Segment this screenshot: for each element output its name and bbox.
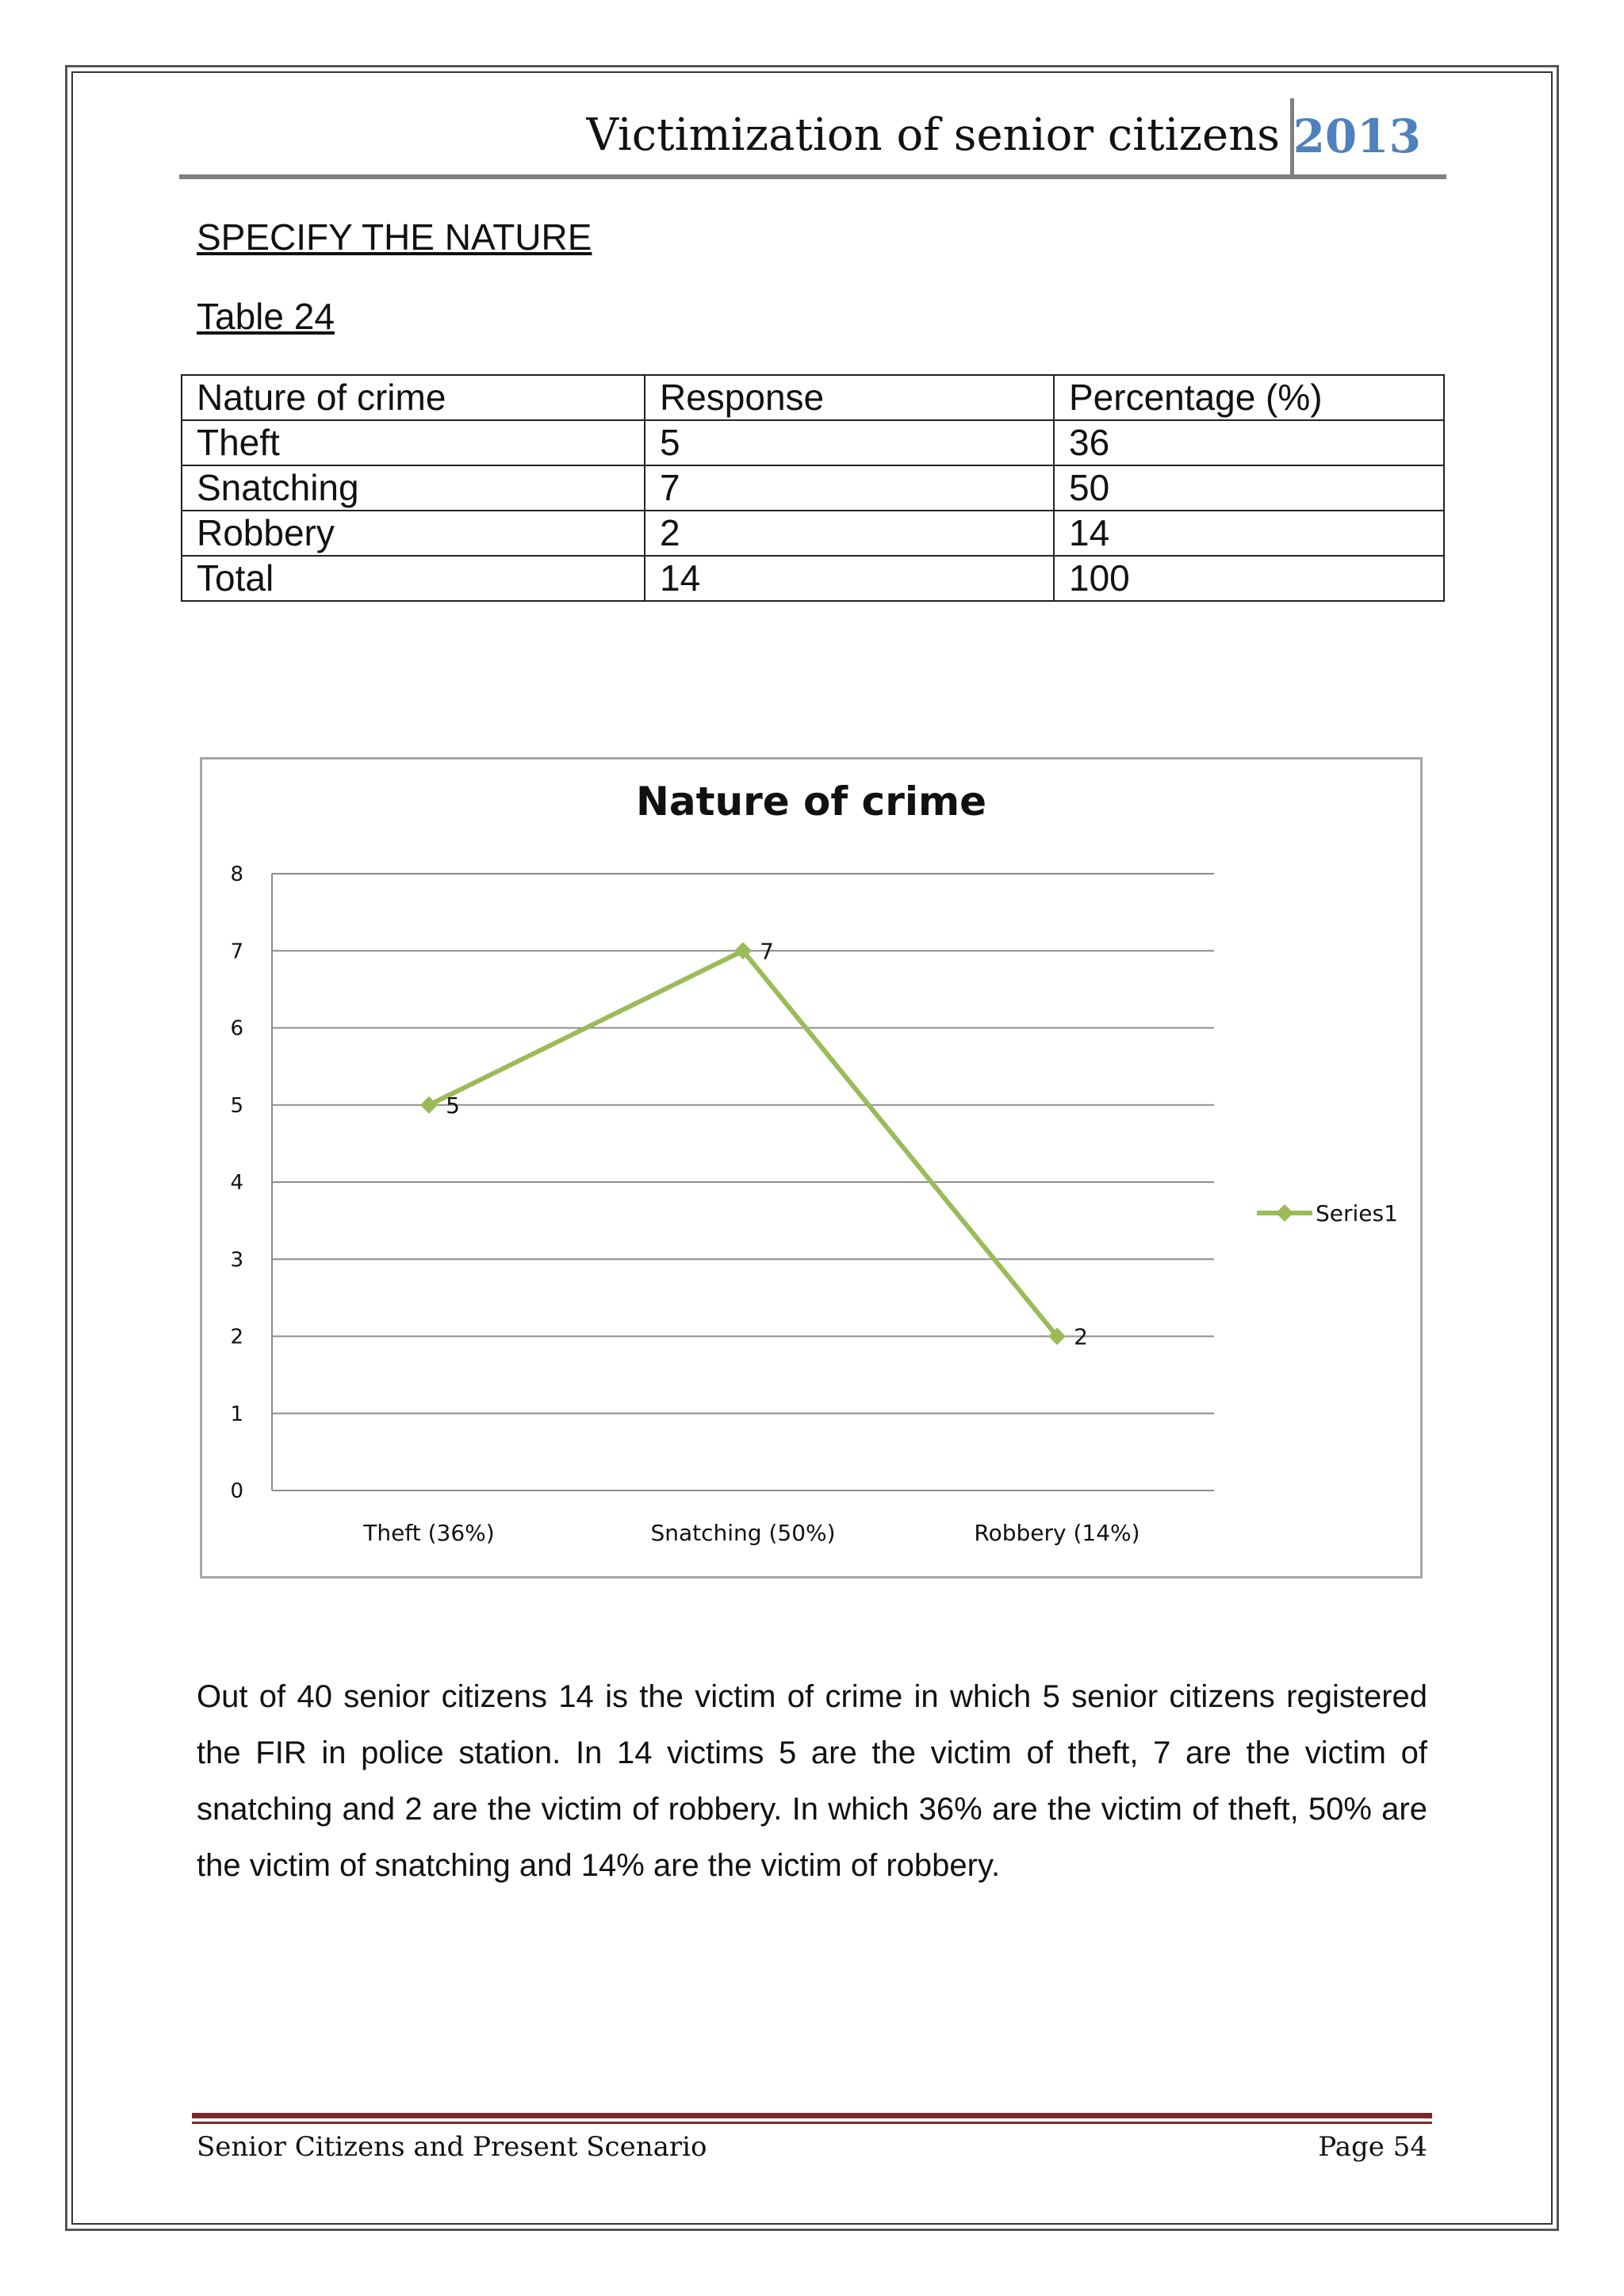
table-cell: 50 [1054,465,1444,511]
footer-rule-thin [192,2122,1432,2124]
page-header [179,94,1446,181]
table-cell: Robbery [182,511,645,556]
data-label: 5 [446,1092,460,1119]
y-tick-label: 4 [230,1171,243,1195]
table-header-cell: Percentage (%) [1054,375,1444,420]
legend-label: Series1 [1316,1200,1398,1226]
crime-table [181,374,1445,602]
table-header-row [182,375,1444,420]
x-tick-label: Robbery (14%) [974,1520,1140,1546]
y-tick-label: 7 [230,939,243,964]
footer-title: Senior Citizens and Present Scenario [197,2131,707,2163]
page-number: Page 54 [1318,2131,1427,2163]
header-rule [179,174,1446,179]
table-row [182,420,1444,465]
table-caption: Table 24 [197,296,335,337]
line-chart [202,760,1420,1576]
table-total-row [182,556,1444,601]
y-tick-label: 3 [230,1248,243,1272]
table-cell: 7 [645,465,1054,511]
section-heading: SPECIFY THE NATURE [197,216,592,258]
table-cell: Total [182,556,645,601]
data-point [420,1096,438,1114]
data-label: 7 [760,938,774,965]
table-cell: Theft [182,420,645,465]
y-tick-label: 1 [230,1402,243,1426]
table-cell: 5 [645,420,1054,465]
table-header-cell: Nature of crime [182,375,645,420]
table-cell: Snatching [182,465,645,511]
table-cell: 14 [645,556,1054,601]
body-paragraph: Out of 40 senior citizens 14 is the victim of crime in which 5 senior citizens registered the FIR in police station. In 14 victims 5 are the victim of theft, 7 are the victim of snatching and 2 are the victim of robbery. In which 36% are the victim of theft, 50% are the victim of snatching and 14% are the victim of robbery. [197,1679,1427,1883]
y-tick-label: 6 [230,1016,243,1041]
chart-title: Nature of crime [635,779,987,825]
y-tick-label: 2 [230,1325,243,1349]
table-header-cell: Response [645,375,1054,420]
table-row [182,511,1444,556]
table-row [182,465,1444,511]
data-label: 2 [1074,1323,1088,1350]
table-cell: 14 [1054,511,1444,556]
header-year: 2013 [1293,109,1421,163]
header-title: Victimization of senior citizens [586,109,1280,161]
x-tick-label: Theft (36%) [363,1520,495,1546]
table-cell: 100 [1054,556,1444,601]
table-cell: 36 [1054,420,1444,465]
y-tick-label: 0 [230,1479,243,1503]
x-tick-label: Snatching (50%) [650,1520,836,1546]
series-line [429,951,1057,1336]
y-tick-label: 8 [230,863,243,886]
y-tick-label: 5 [230,1093,243,1118]
footer-rule [192,2113,1432,2118]
legend-marker [1276,1204,1293,1222]
chart-container [200,757,1423,1578]
table-cell: 2 [645,511,1054,556]
